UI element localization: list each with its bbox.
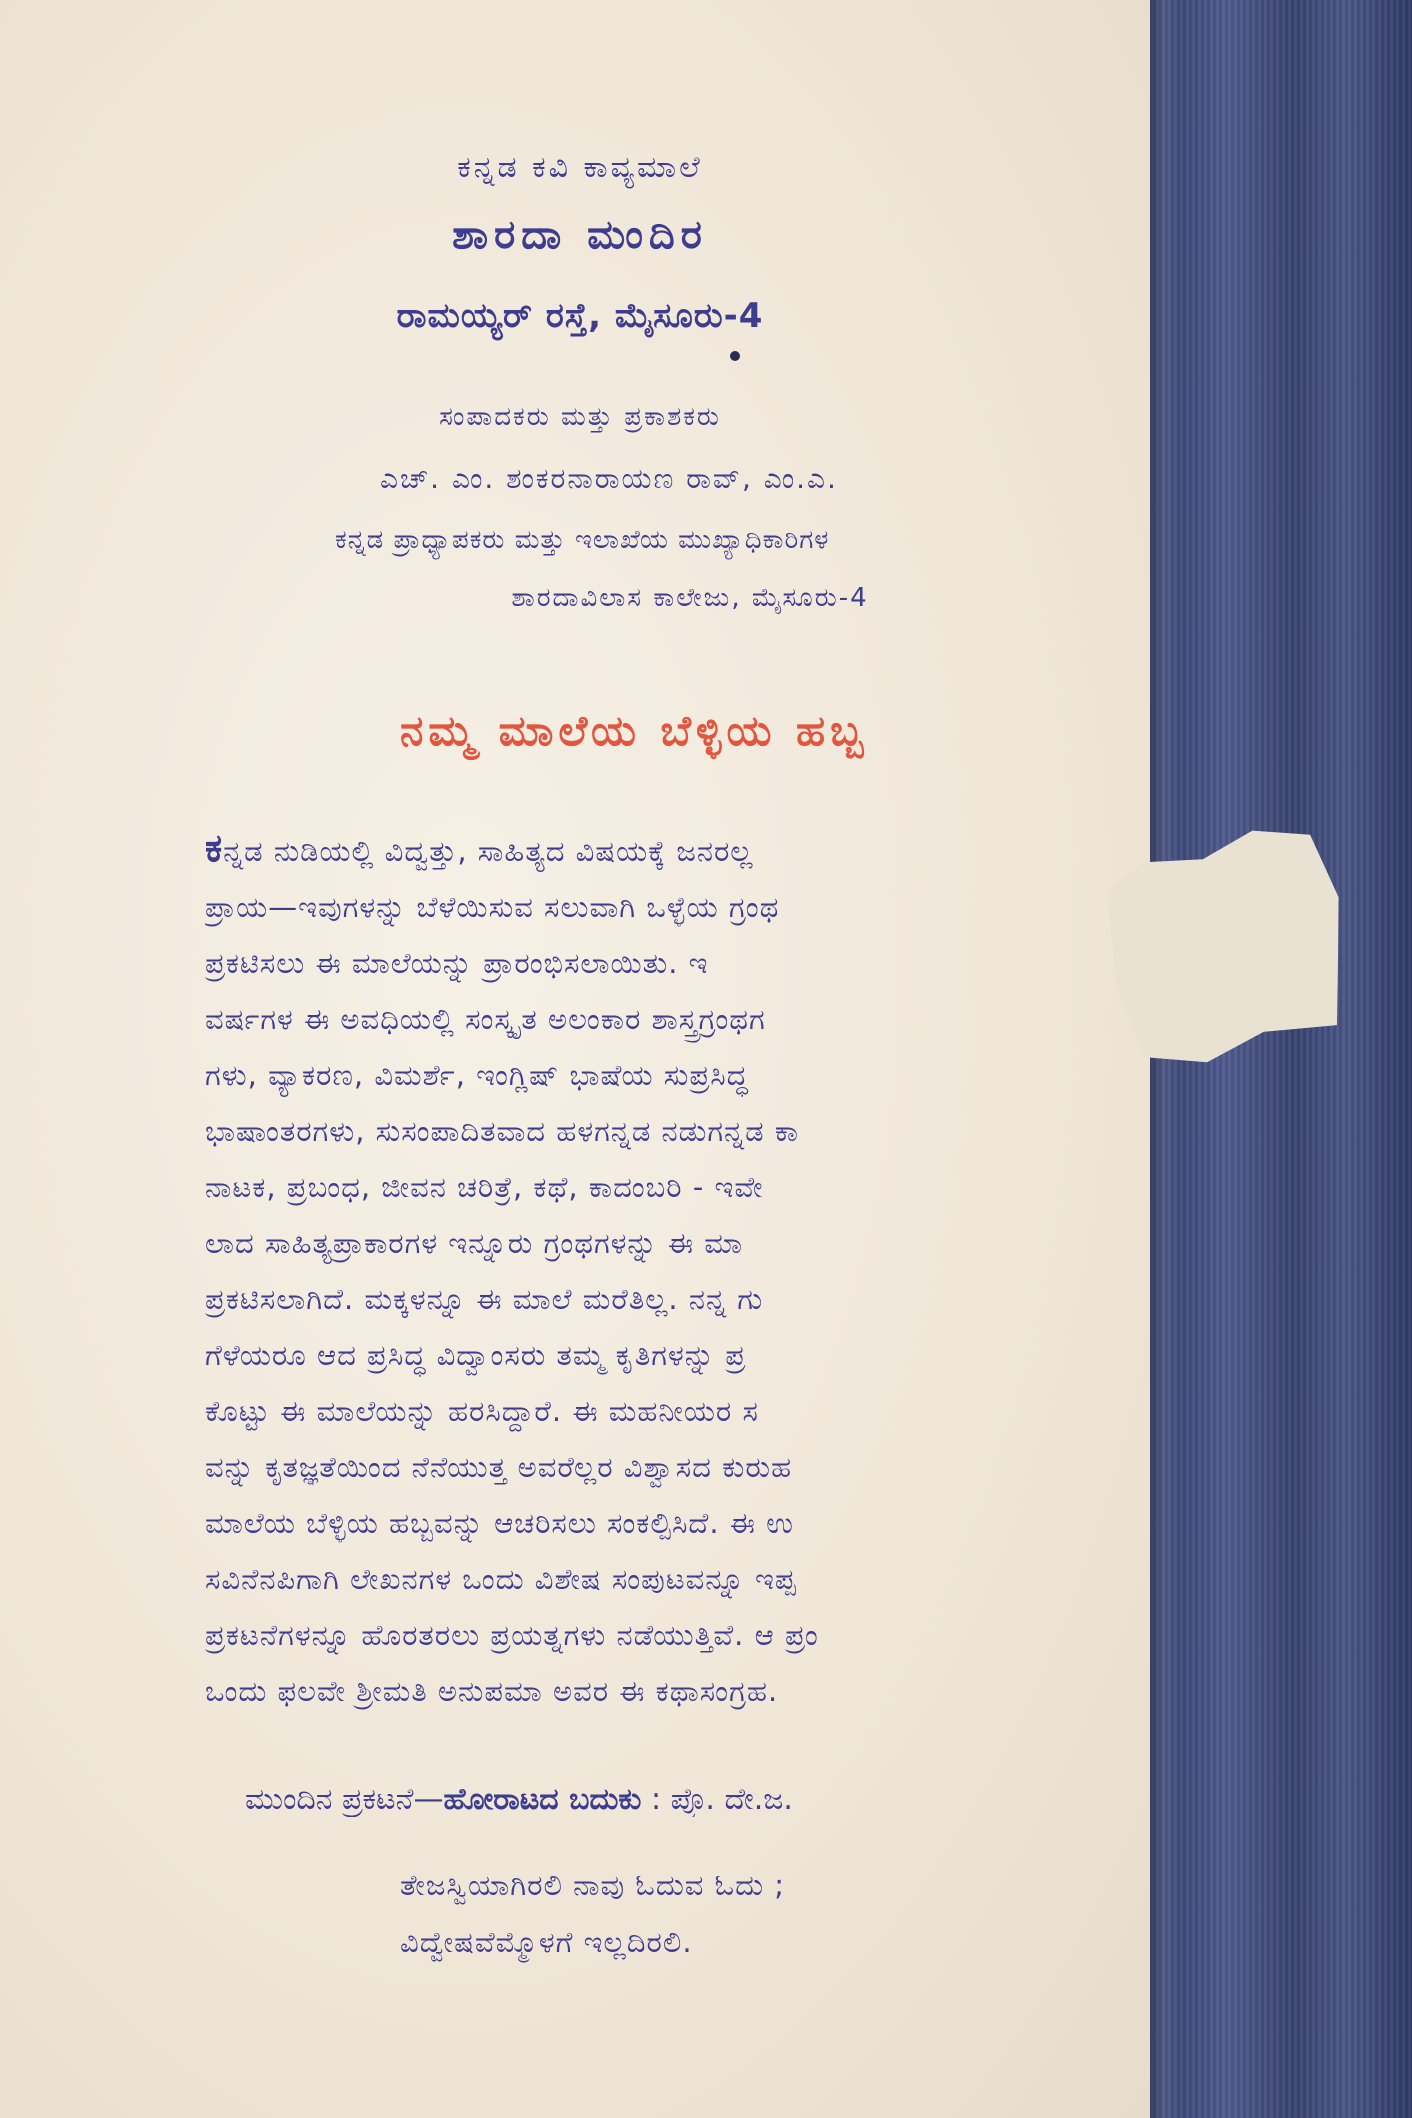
next-publication-author: : ಪ್ರೊ. ದೇ.ಜ. xyxy=(641,1782,793,1817)
paragraph-line: ಕನ್ನಡ ನುಡಿಯಲ್ಲಿ ವಿದ್ವತ್ತು, ಸಾಹಿತ್ಯದ ವಿಷಯಕ್ಕೆ ಜನರಲ್ಲ xyxy=(205,826,754,870)
publisher-address: ರಾಮಯ್ಯರ್ ರಸ್ತೆ, ಮೈಸೂರು-4 xyxy=(396,296,764,336)
paragraph-line: ಒಂದು ಫಲವೇ ಶ್ರೀಮತಿ ಅನುಪಮಾ ಅವರ ಈ ಕಥಾಸಂಗ್ರಹ. xyxy=(205,1674,779,1708)
paragraph-line: ಪ್ರಕಟಿಸಲಾಗಿದೆ. ಮಕ್ಕಳನ್ನೂ ಈ ಮಾಲೆ ಮರೆತಿಲ್ಲ. ನನ್ನ ಗು xyxy=(205,1282,764,1316)
next-publication-title: ಹೋರಾಟದ ಬದುಕು xyxy=(443,1782,642,1817)
paragraph-line: ಪ್ರಕಟನೆಗಳನ್ನೂ ಹೊರತರಲು ಪ್ರಯತ್ನಗಳು ನಡೆಯುತ್ತಿವೆ. ಆ ಪ್ರಂ xyxy=(205,1618,819,1652)
paragraph-line: ಪ್ರಾಯ—ಇವುಗಳನ್ನು ಬೆಳೆಯಿಸುವ ಸಲುವಾಗಿ ಒಳ್ಳೆಯ ಗ್ರಂಥ xyxy=(205,890,780,924)
paragraph-line: ನಾಟಕ, ಪ್ರಬಂಧ, ಜೀವನ ಚರಿತ್ರೆ, ಕಥೆ, ಕಾದಂಬರಿ - ಇವೇ xyxy=(205,1170,764,1204)
series-title: ಕನ್ನಡ ಕವಿ ಕಾವ್ಯಮಾಲೆ xyxy=(457,150,703,185)
editor-college: ಶಾರದಾವಿಲಾಸ ಕಾಲೇಜು, ಮೈಸೂರು-4 xyxy=(511,583,869,613)
publisher-name: ಶಾರದಾ ಮಂದಿರ xyxy=(452,212,708,258)
next-publication xyxy=(245,1782,1155,1817)
editor-role: ಕನ್ನಡ ಪ್ರಾಧ್ಯಾಪಕರು ಮತ್ತು ಇಲಾಖೆಯ ಮುಖ್ಯಾಧಿಕಾರಿಗಳ xyxy=(335,525,830,555)
verse-line: ತೇಜಸ್ವಿಯಾಗಿರಲಿ ನಾವು ಓದುವ ಓದು ; xyxy=(400,1868,786,1902)
editor-name: ಎಚ್. ಎಂ. ಶಂಕರನಾರಾಯಣ ರಾವ್, ಎಂ.ಎ. xyxy=(380,462,838,495)
paragraph-line: ಮಾಲೆಯ ಬೆಳ್ಳಿಯ ಹಬ್ಬವನ್ನು ಆಚರಿಸಲು ಸಂಕಲ್ಪಿಸಿದೆ. ಈ ಉ xyxy=(205,1506,794,1540)
editor-caption: ಸಂಪಾದಕರು ಮತ್ತು ಪ್ರಕಾಶಕರು xyxy=(439,402,721,432)
paragraph-line: ಸವಿನೆನಪಿಗಾಗಿ ಲೇಖನಗಳ ಒಂದು ವಿಶೇಷ ಸಂಪುಟವನ್ನೂ ಇಪ್ಪ xyxy=(205,1562,797,1596)
section-heading: ನಮ್ಮ ಮಾಲೆಯ ಬೆಳ್ಳಿಯ ಹಬ್ಬ xyxy=(400,706,869,755)
paragraph-line: ಲಾದ ಸಾಹಿತ್ಯಪ್ರಾಕಾರಗಳ ಇನ್ನೂರು ಗ್ರಂಥಗಳನ್ನು ಈ ಮಾ xyxy=(205,1226,744,1260)
paragraph-line: ಗೆಳೆಯರೂ ಆದ ಪ್ರಸಿದ್ಧ ವಿದ್ವಾಂಸರು ತಮ್ಮ ಕೃತಿಗಳನ್ನು ಪ್ರ xyxy=(205,1338,747,1372)
verse-line: ವಿದ್ವೇಷವೆಮ್ಮೊಳಗೆ ಇಲ್ಲದಿರಲಿ. xyxy=(400,1925,693,1959)
paragraph-line: ಕೊಟ್ಟು ಈ ಮಾಲೆಯನ್ನು ಹರಸಿದ್ದಾರೆ. ಈ ಮಹನೀಯರ ಸ xyxy=(205,1394,759,1428)
next-publication-prefix: ಮುಂದಿನ ಪ್ರಕಟನೆ— xyxy=(245,1782,444,1817)
paragraph-line: ಗಳು, ವ್ಯಾಕರಣ, ವಿಮರ್ಶೆ, ಇಂಗ್ಲಿಷ್ ಭಾಷೆಯ ಸುಪ್ರಸಿದ್ಧ xyxy=(205,1058,749,1092)
body-paragraph xyxy=(205,820,1150,1719)
ink-dot xyxy=(730,351,740,361)
paragraph-line: ಭಾಷಾಂತರಗಳು, ಸುಸಂಪಾದಿತವಾದ ಹಳಗನ್ನಡ ನಡುಗನ್ನಡ ಕಾ xyxy=(205,1114,800,1148)
paragraph-line: ವನ್ನು ಕೃತಜ್ಞತೆಯಿಂದ ನೆನೆಯುತ್ತ ಅವರೆಲ್ಲರ ವಿಶ್ವಾಸದ ಕುರುಹ xyxy=(205,1450,793,1484)
paragraph-line: ಪ್ರಕಟಿಸಲು ಈ ಮಾಲೆಯನ್ನು ಪ್ರಾರಂಭಿಸಲಾಯಿತು. ಇ xyxy=(205,946,709,980)
paragraph-line: ವರ್ಷಗಳ ಈ ಅವಧಿಯಲ್ಲಿ ಸಂಸ್ಕೃತ ಅಲಂಕಾರ ಶಾಸ್ತ್ರಗ್ರಂಥಗ xyxy=(205,1002,766,1036)
